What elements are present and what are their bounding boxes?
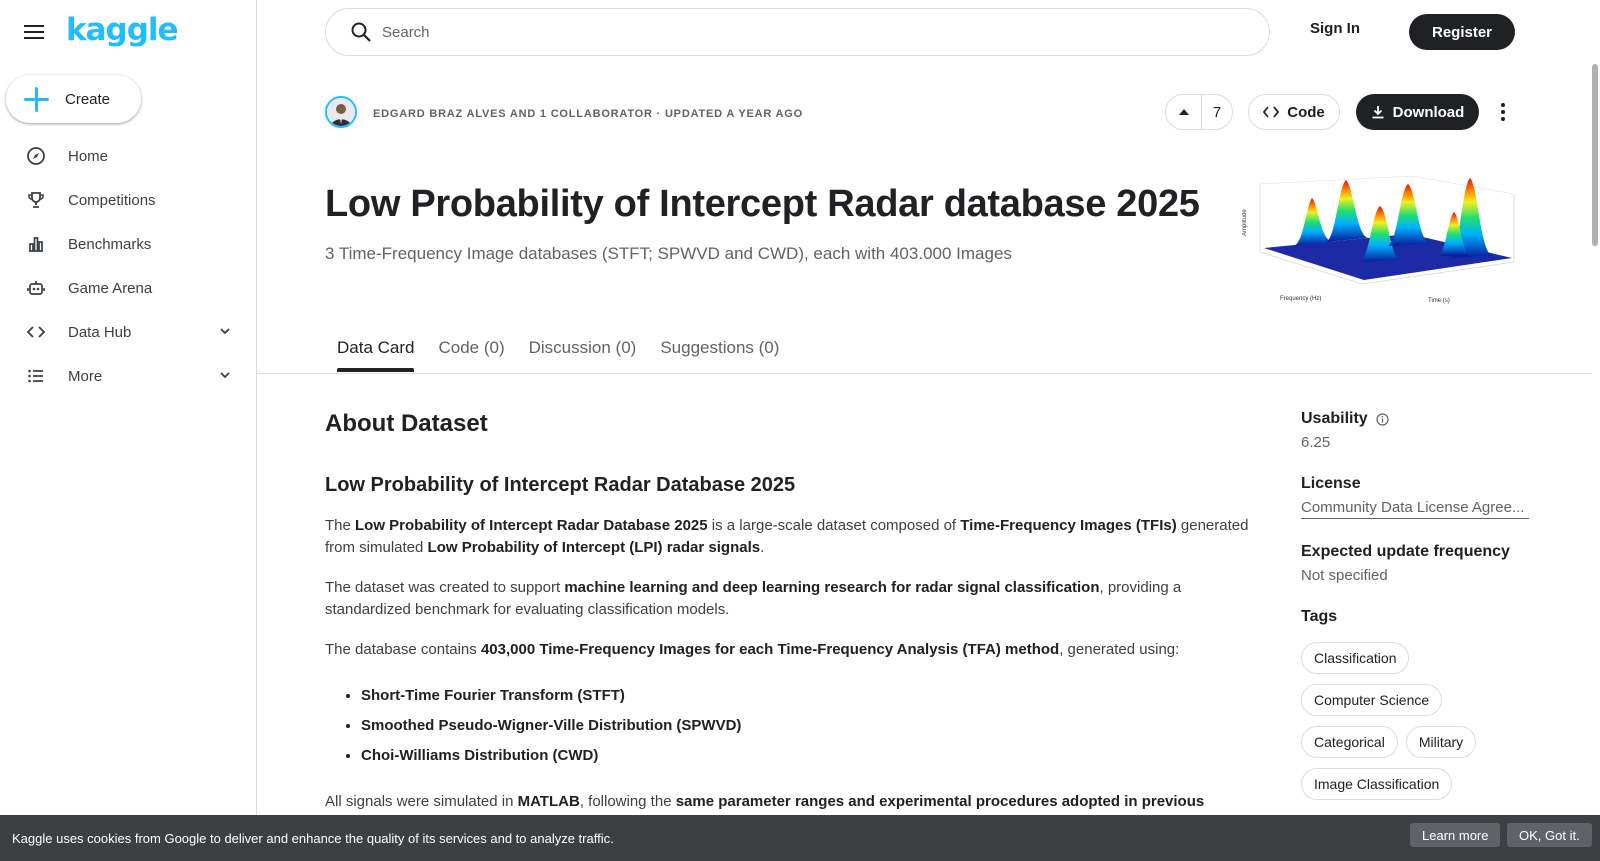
tags-label: Tags xyxy=(1301,608,1338,625)
search-input[interactable] xyxy=(382,24,1232,41)
sidebar-item-competitions[interactable] xyxy=(0,178,256,222)
hamburger-menu-icon[interactable] xyxy=(24,22,48,42)
page-scrollbar[interactable] xyxy=(1592,64,1598,246)
list-item: • Smoothed Pseudo-Wigner-Ville Distribution (SPWVD) xyxy=(361,711,1265,741)
data-card-content xyxy=(325,410,1265,835)
dataset-metadata xyxy=(1301,410,1531,824)
trophy-icon xyxy=(26,190,46,210)
kaggle-logo[interactable]: kaggle xyxy=(66,12,178,48)
sidebar-item-more[interactable] xyxy=(0,354,256,398)
tag-chip[interactable]: Computer Science xyxy=(1301,684,1442,716)
cookie-text: Kaggle uses cookies from Google to deliver and enhance the quality of its services and to analyze traffic. xyxy=(12,830,614,846)
cover-ylabel: Time (s) xyxy=(1428,298,1450,304)
sidebar-item-label: Game Arena xyxy=(68,279,153,297)
sidebar-item-label: Benchmarks xyxy=(68,235,152,253)
description-paragraph: The Low Probability of Intercept Radar Database 2025 is a large-scale dataset composed of Time-Frequency Images (TFIs) generated from simulated Low Probability of Intercept (LPI) radar signals. xyxy=(325,517,1249,556)
tab-bar xyxy=(325,328,791,370)
sidebar xyxy=(0,0,257,861)
description-paragraph: The database contains 403,000 Time-Frequency Images for each Time-Frequency Analysis (TFA) method, generated using: xyxy=(325,641,1180,658)
more-options-icon[interactable] xyxy=(1495,100,1511,124)
bar-chart-icon xyxy=(26,234,46,254)
description-paragraph: All signals were simulated in MATLAB, following the same parameter ranges and experimental procedures adopted in previous xyxy=(325,793,1205,810)
code-icon xyxy=(1263,106,1279,118)
code-button[interactable] xyxy=(1248,94,1340,130)
list-item: • Short-Time Fourier Transform (STFT) xyxy=(361,681,1265,711)
search-icon xyxy=(350,21,372,43)
usability-value: 6.25 xyxy=(1301,434,1331,451)
tab-data-card[interactable]: Data Card xyxy=(325,328,426,370)
tabs-divider xyxy=(257,373,1592,374)
sign-in-link[interactable]: Sign In xyxy=(1310,20,1360,37)
description-paragraph: The dataset was created to support machine learning and deep learning research for radar signal classification, providing a standardized benchmark for evaluating classification models. xyxy=(325,579,1182,618)
tab-suggestions[interactable]: Suggestions (0) xyxy=(660,338,780,357)
list-item: • Choi-Williams Distribution (CWD) xyxy=(361,741,1265,771)
chevron-down-icon[interactable] xyxy=(218,324,232,338)
chevron-down-icon[interactable] xyxy=(218,368,232,382)
avatar[interactable] xyxy=(325,96,357,128)
tag-chip[interactable]: Classification xyxy=(1301,642,1409,674)
sidebar-item-label: More xyxy=(68,367,103,385)
compass-icon xyxy=(26,146,46,166)
code-button-label: Code xyxy=(1287,103,1325,121)
usability-label: Usability xyxy=(1301,410,1531,428)
create-button-label: Create xyxy=(65,90,111,108)
caret-up-icon xyxy=(1178,108,1190,116)
update-frequency-value: Not specified xyxy=(1301,567,1388,584)
page-title: Low Probability of Intercept Radar database 2025 xyxy=(325,183,1200,225)
about-heading: About Dataset xyxy=(325,410,488,437)
upvote-button[interactable] xyxy=(1166,95,1202,129)
download-button-label: Download xyxy=(1392,103,1465,121)
plus-icon xyxy=(24,87,48,111)
search-bar[interactable] xyxy=(325,8,1270,56)
upvote-widget xyxy=(1165,94,1233,130)
sidebar-item-game-arena[interactable] xyxy=(0,266,256,310)
dataset-cover-image xyxy=(1242,176,1530,304)
vote-count: 7 xyxy=(1212,103,1222,121)
learn-more-button[interactable]: Learn more xyxy=(1410,823,1500,847)
sidebar-item-label: Home xyxy=(68,147,109,165)
sidebar-item-label: Data Hub xyxy=(68,323,132,341)
cookie-ok-button[interactable]: OK, Got it. xyxy=(1507,823,1592,847)
tag-chip[interactable]: Military xyxy=(1406,726,1476,758)
robot-icon xyxy=(26,278,46,298)
license-link[interactable]: Community Data License Agree... xyxy=(1301,499,1529,519)
method-list xyxy=(325,681,1265,771)
download-button[interactable] xyxy=(1356,94,1479,130)
cookie-banner xyxy=(0,815,1600,861)
tag-chip[interactable]: Image Classification xyxy=(1301,768,1452,800)
update-frequency-label: Expected update frequency xyxy=(1301,543,1510,560)
tag-list xyxy=(1301,642,1531,800)
list-icon xyxy=(26,366,46,386)
sidebar-item-home[interactable] xyxy=(0,134,256,178)
download-icon xyxy=(1371,105,1385,119)
page-subtitle: 3 Time-Frequency Image databases (STFT; SPWVD and CWD), each with 403.000 Images xyxy=(325,244,1012,263)
info-icon[interactable] xyxy=(1376,413,1389,426)
tag-chip[interactable]: Categorical xyxy=(1301,726,1398,758)
dataset-byline: EDGARD BRAZ ALVES AND 1 COLLABORATOR · UPDATED A YEAR AGO xyxy=(373,108,803,120)
tab-code[interactable]: Code (0) xyxy=(438,338,505,357)
register-button[interactable]: Register xyxy=(1409,14,1515,50)
sidebar-item-data-hub[interactable] xyxy=(0,310,256,354)
create-button[interactable] xyxy=(6,75,141,123)
cover-xlabel: Frequency (Hz) xyxy=(1280,296,1322,302)
dataset-heading: Low Probability of Intercept Radar Database 2025 xyxy=(325,474,796,496)
code-icon xyxy=(26,322,46,342)
sidebar-item-label: Competitions xyxy=(68,191,156,209)
cover-zlabel: Amplitude xyxy=(1242,209,1248,236)
sidebar-nav xyxy=(0,134,256,398)
tab-discussion[interactable]: Discussion (0) xyxy=(528,338,637,357)
sidebar-item-benchmarks[interactable] xyxy=(0,222,256,266)
license-label: License xyxy=(1301,475,1361,492)
